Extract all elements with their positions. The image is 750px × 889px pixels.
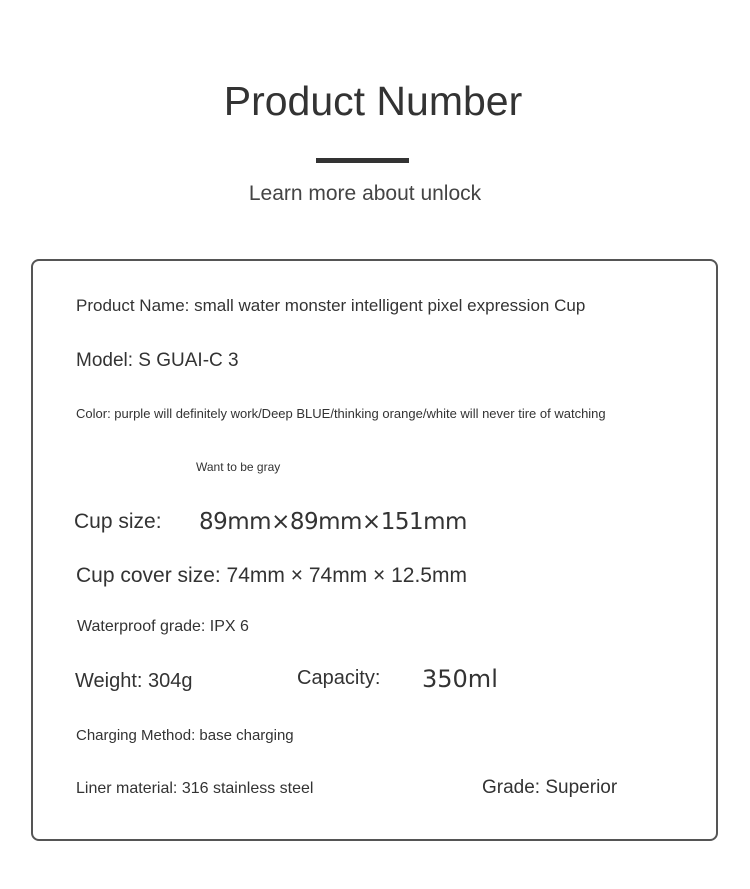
spec-liner-material: Liner material: 316 stainless steel [76, 780, 314, 797]
page-title: Product Number [223, 78, 523, 124]
spec-product-name: Product Name: small water monster intelligent pixel expression Cup [76, 296, 586, 315]
spec-color-continued: Want to be gray [196, 460, 281, 474]
spec-weight: Weight: 304g [75, 670, 193, 692]
spec-color: Color: purple will definitely work/Deep BLUE/thinking orange/white will never tire of watching [76, 406, 606, 421]
spec-waterproof-grade: Waterproof grade: IPX 6 [77, 618, 249, 635]
page-subtitle: Learn more about unlock [248, 182, 482, 205]
spec-charging-method: Charging Method: base charging [76, 727, 294, 744]
spec-capacity-label: Capacity: [297, 667, 381, 689]
spec-grade: Grade: Superior [482, 777, 618, 798]
spec-capacity-value: 350ml [422, 665, 498, 693]
spec-cup-cover-size: Cup cover size: 74mm × 74mm × 12.5mm [76, 564, 467, 587]
spec-card [31, 259, 718, 841]
spec-cup-size-value: 89mm×89mm×151mm [199, 509, 467, 535]
spec-model: Model: S GUAI-C 3 [76, 350, 239, 371]
title-underline [316, 158, 409, 163]
spec-cup-size-label: Cup size: [74, 510, 162, 533]
